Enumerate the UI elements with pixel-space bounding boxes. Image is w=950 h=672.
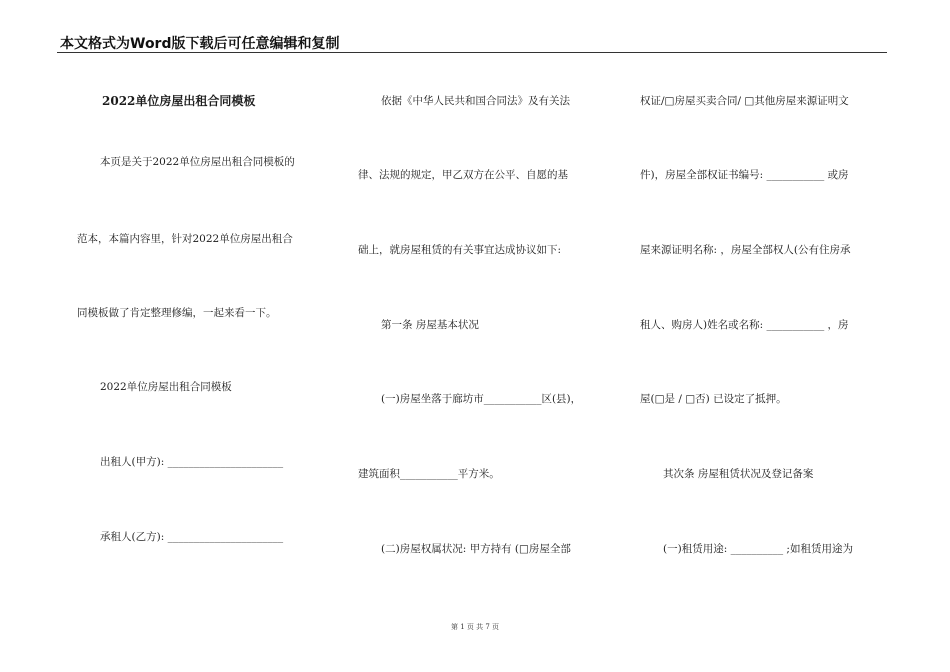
- col1-line-5: 出租人(甲方): ______________________: [100, 456, 284, 468]
- col2-line-3: 础上，就房屋租赁的有关事宜达成协议如下:: [358, 244, 562, 256]
- col1-line-4: 2022单位房屋出租合同模板: [100, 381, 232, 393]
- col2-line-7: (二)房屋权属状况: 甲方持有 (□房屋全部: [381, 543, 571, 555]
- col3-line-7: (一)租赁用途: __________ ;如租赁用途为: [663, 543, 853, 555]
- header-rule: [57, 52, 887, 53]
- col2-line-6: 建筑面积___________平方米。: [358, 468, 500, 480]
- col3-line-3: 屋来源证明名称: ，房屋全部权人(公有住房承: [640, 244, 851, 256]
- doc-title: 2022单位房屋出租合同模板: [102, 94, 256, 108]
- col3-line-4: 租人、购房人)姓名或名称: ___________ ，房: [640, 319, 849, 331]
- col1-line-1: 本页是关于2022单位房屋出租合同模板的: [100, 156, 295, 168]
- page-header: 本文格式为Word版下载后可任意编辑和复制: [60, 36, 340, 52]
- col2-line-1: 依据《中华人民共和国合同法》及有关法: [381, 95, 570, 107]
- col2-line-5: (一)房屋坐落于廊坊市___________区(县)，: [381, 393, 582, 405]
- col3-line-1: 权证/□房屋买卖合同/ □其他房屋来源证明文: [640, 95, 849, 107]
- page-number-footer: 第 1 页 共 7 页: [450, 623, 500, 631]
- col2-line-2: 律、法规的规定，甲乙双方在公平、自愿的基: [358, 169, 568, 181]
- col1-line-6: 承租人(乙方): ______________________: [100, 531, 284, 543]
- col3-line-6: 其次条 房屋租赁状况及登记备案: [663, 468, 814, 480]
- col1-line-2: 范本，本篇内容里，针对2022单位房屋出租合: [77, 233, 293, 245]
- col1-line-3: 同模板做了肯定整理修编，一起来看一下。: [77, 307, 277, 319]
- col3-line-2: 件)，房屋全部权证书编号: ___________ 或房: [640, 169, 849, 181]
- col2-line-4: 第一条 房屋基本状况: [381, 319, 479, 331]
- col3-line-5: 屋(□是 / □否) 已设定了抵押。: [640, 393, 787, 405]
